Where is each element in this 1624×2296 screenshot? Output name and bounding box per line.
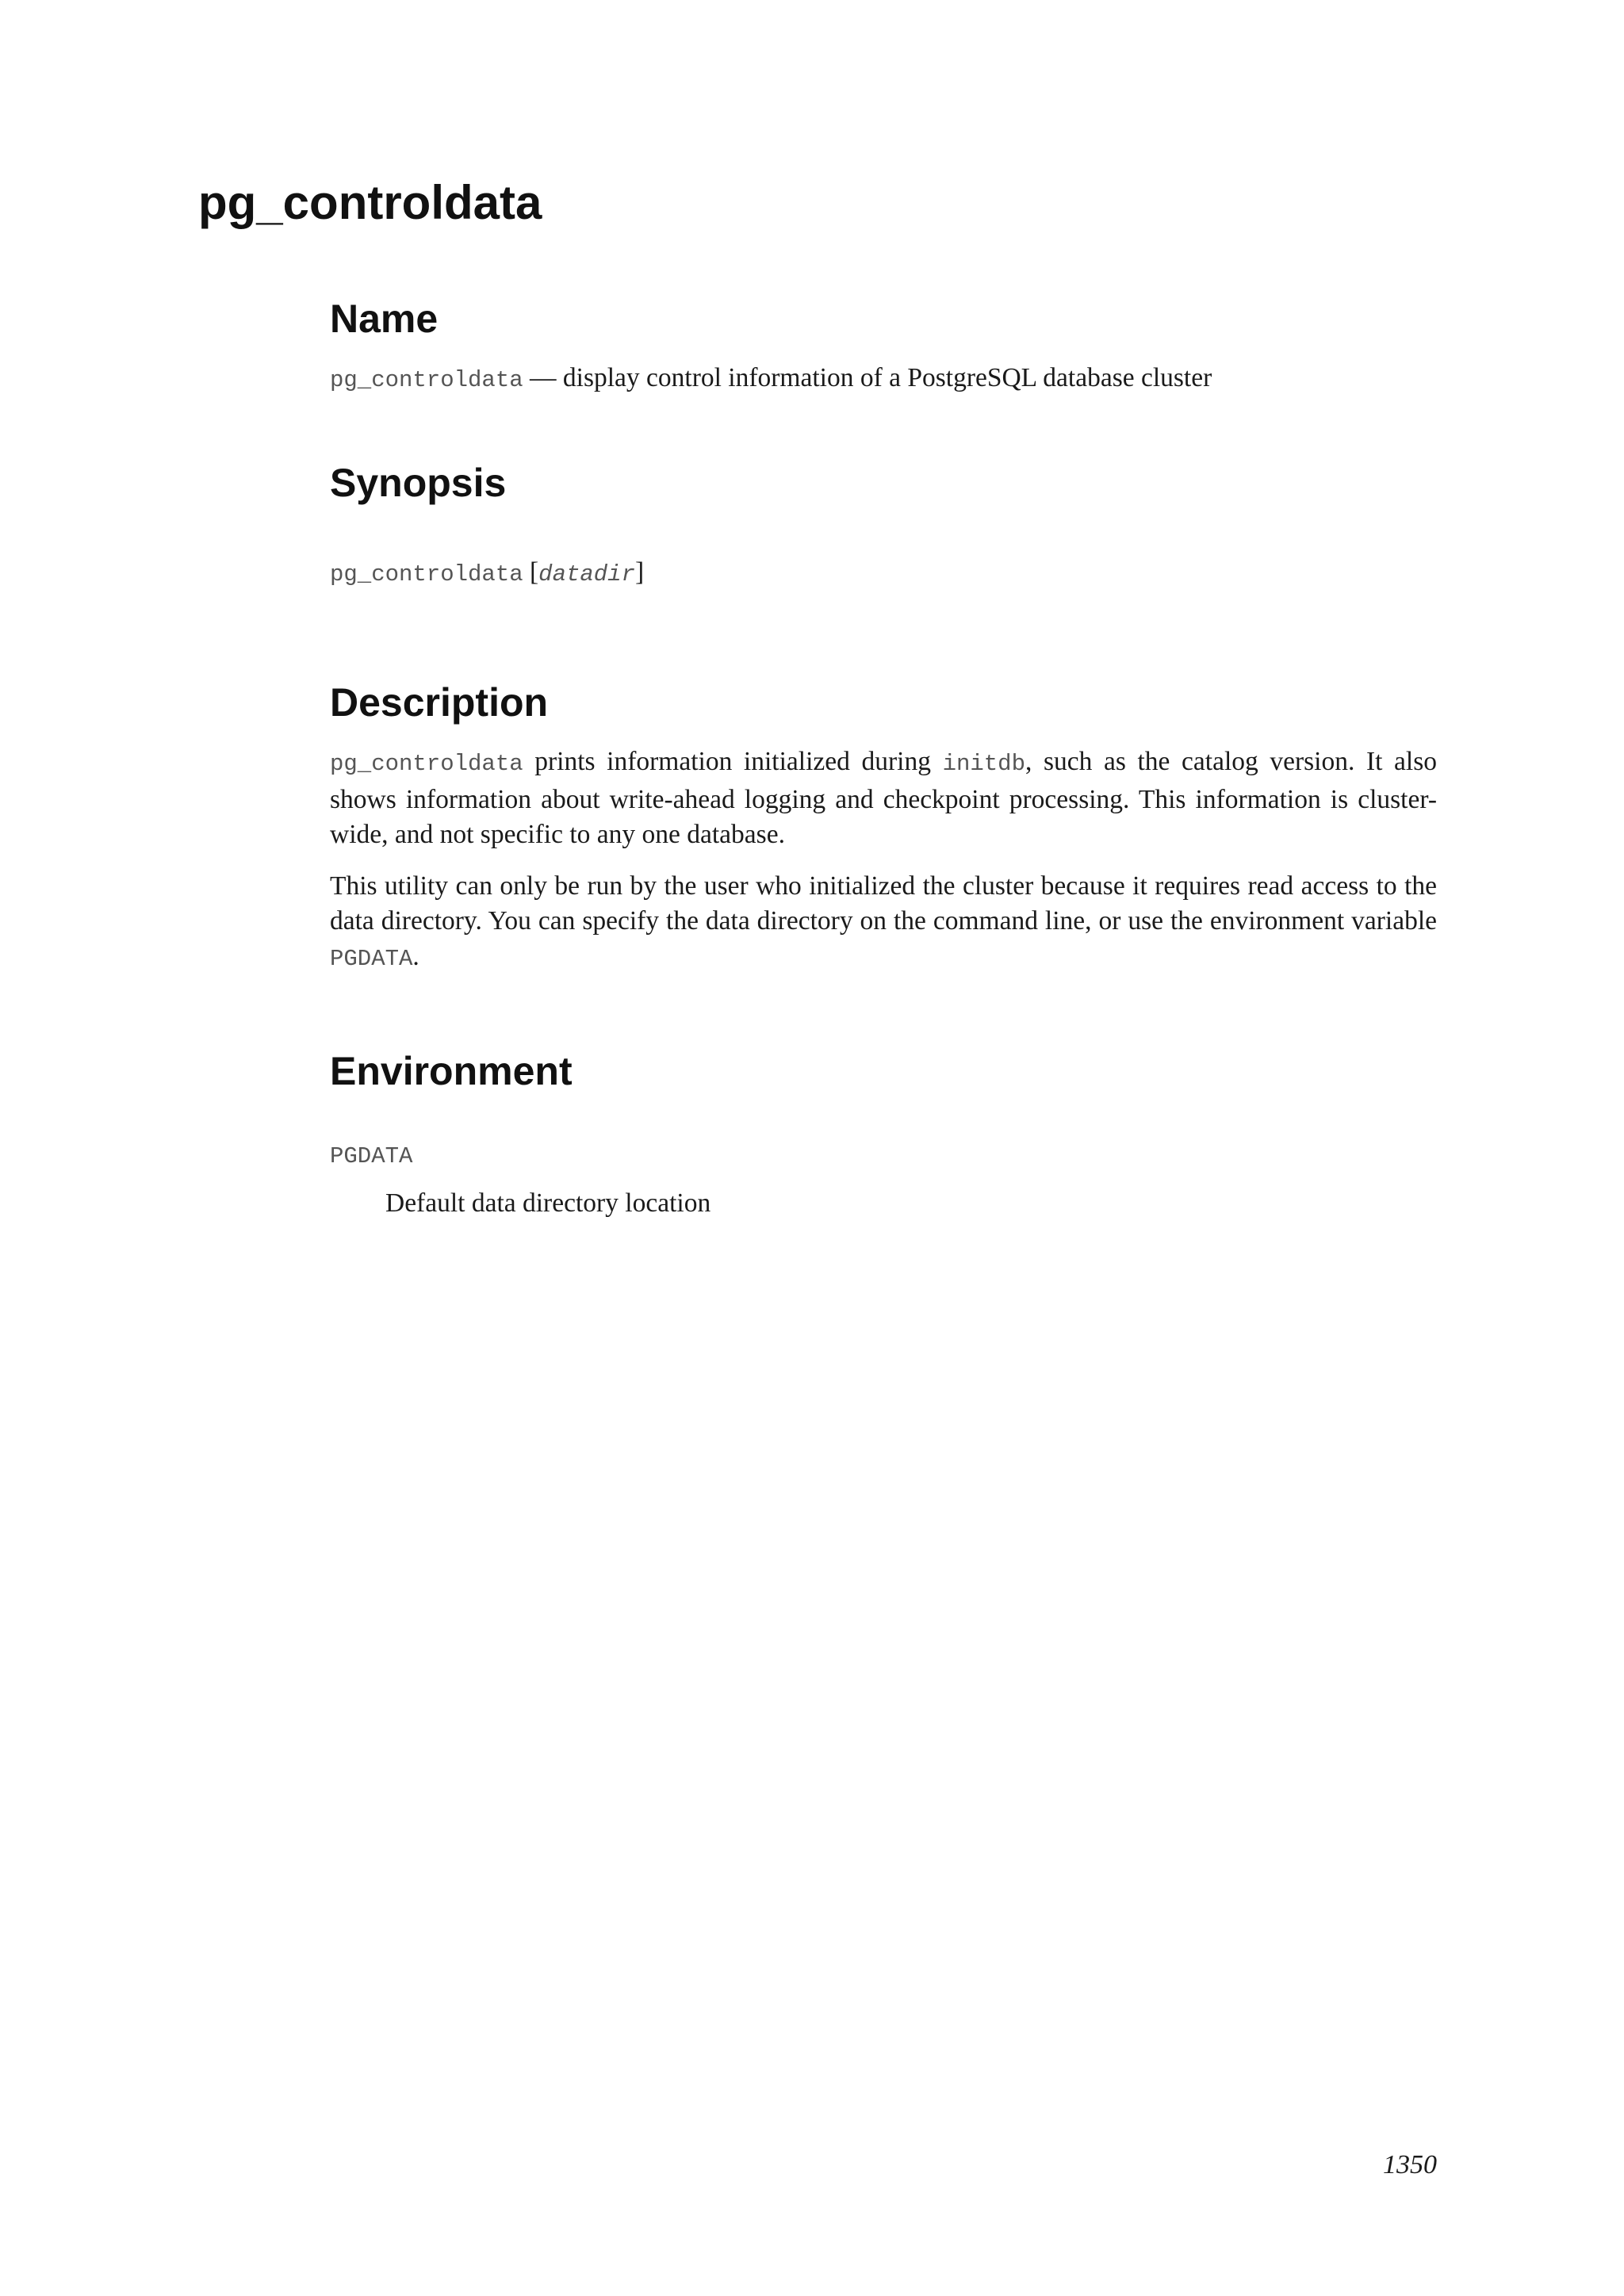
synopsis-line <box>330 555 1437 593</box>
synopsis-bracket-open: [ <box>523 557 539 587</box>
description-text: . <box>412 941 419 971</box>
synopsis-heading: Synopsis <box>330 461 507 505</box>
environment-section <box>330 1051 1437 1221</box>
initdb-reference: initdb <box>942 751 1025 777</box>
description-text: , such as the catalog version. It also shows information about write-ahead logging and checkpoint processing. This information is cluster-wide, and not specific to any one database. <box>330 747 1437 849</box>
name-heading: Name <box>330 297 439 341</box>
name-section <box>330 299 1437 399</box>
description-section <box>330 680 1437 977</box>
description-command: pg_controldata <box>330 751 523 777</box>
synopsis-command: pg_controldata <box>330 561 523 587</box>
synopsis-bracket-close: ] <box>635 557 645 587</box>
description-paragraph-1 <box>330 744 1437 853</box>
environment-term: PGDATA <box>330 1143 413 1169</box>
environment-definition: Default data directory location <box>385 1188 711 1218</box>
environment-term-line <box>330 1137 1437 1175</box>
description-text: prints information initialized during <box>523 747 943 776</box>
description-heading: Description <box>330 680 549 725</box>
name-summary: — display control information of a PostgreSQL database cluster <box>523 363 1212 392</box>
page-title: pg_controldata <box>198 176 542 229</box>
synopsis-section <box>330 463 1437 593</box>
description-text: This utility can only be run by the user who initialized the cluster because it requires read access to the data directory. You can specify the data directory on the command line, or use the environment variable <box>330 871 1437 936</box>
description-paragraph-2 <box>330 869 1437 978</box>
page-number: 1350 <box>1383 2150 1437 2179</box>
name-command: pg_controldata <box>330 367 523 393</box>
synopsis-argument: datadir <box>538 561 635 587</box>
pgdata-reference: PGDATA <box>330 945 413 972</box>
name-description <box>330 361 1437 399</box>
environment-heading: Environment <box>330 1049 573 1093</box>
